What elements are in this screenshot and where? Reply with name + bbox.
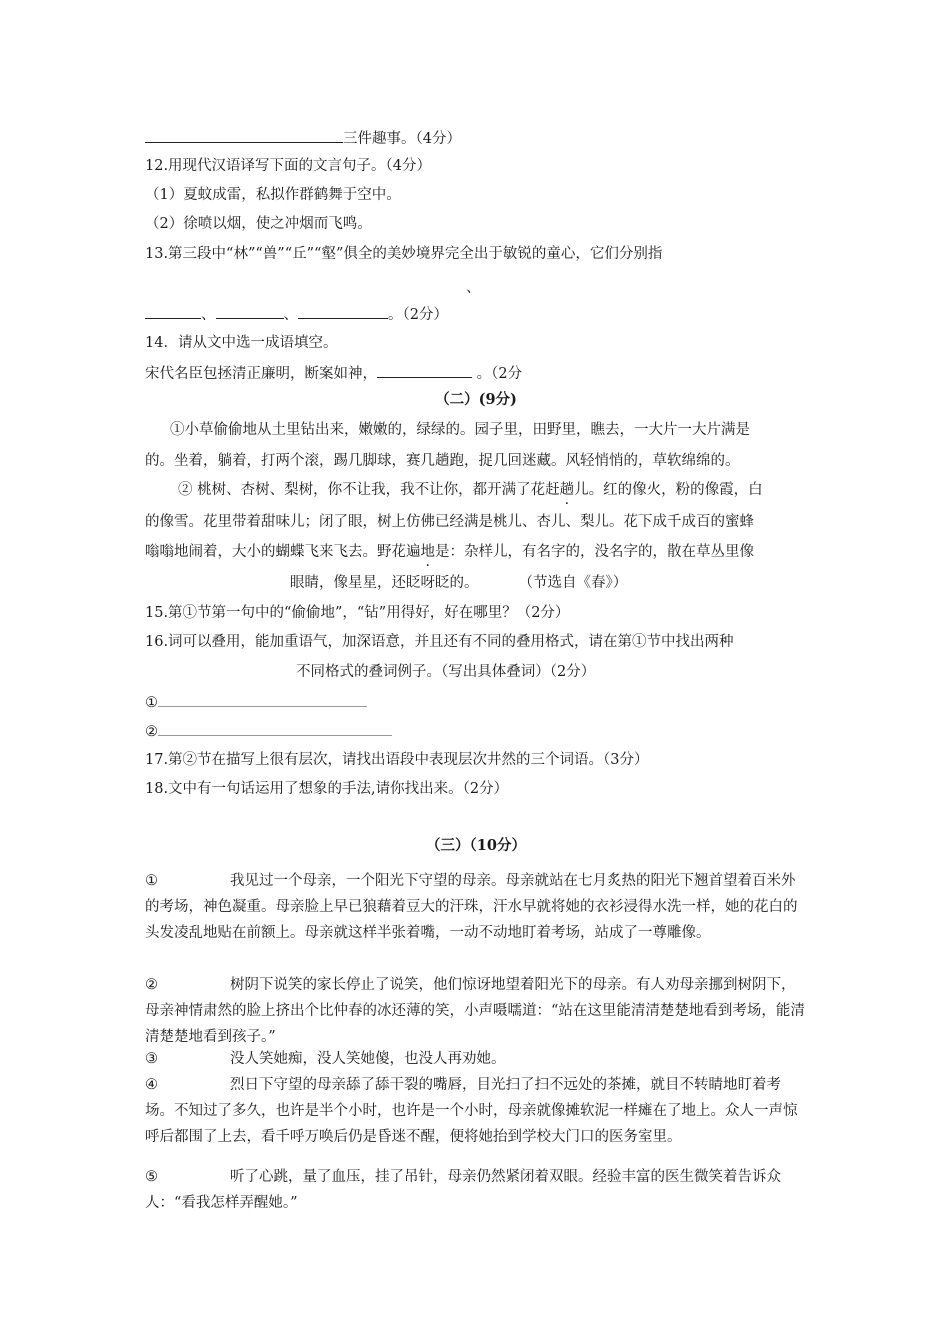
q16-line1: 16.词可以叠用，能加重语气，加深语意，并且还有不同的叠用格式，请在第①节中找出两种 [145,634,734,650]
passage-source: （节选自《春》） [518,575,628,591]
q14-fill-line [145,362,522,384]
para-text: 烈日下守望的母亲舔了舔干裂的嘴唇，目光扫了扫不远处的茶摊，就目不转睛地盯着考场。不知过了多久，也许是半个小时，也许是一个小时，母亲就像摊软泥一样瘫在了地上。众人一声惊呼后都围了上去，看千呼万唤后仍是昏迷不醒，便将她抬到学校大门口的医务室里。 [145,1077,798,1145]
para-number: ④ [145,1077,158,1093]
para-number: ② [145,977,158,993]
answer-blank[interactable] [377,362,472,378]
emphasized-char: 趟 [559,482,575,498]
q11-tail-text: 三件趣事。（4分） [343,131,461,147]
q16-answer-2 [145,720,392,742]
passage-2-p2-line3 [145,542,754,562]
passage-2-p2-line2: 的像雪。花里带着甜味儿；闭了眼，树上仿佛已经满是桃儿、杏儿、梨儿。花下成千成百的蜜蜂 [145,514,754,530]
p2-line1b: 儿。红的像火，粉的像霞，白 [574,482,763,498]
answer-blank-1[interactable] [145,303,201,319]
q12-title: 12.用现代汉语译写下面的文言句子。（4分） [145,158,432,174]
para-number: ① [145,873,158,889]
p2-line1a: ② 桃树、杏树、梨树，你不让我，我不让你，都开满了花赶 [178,482,560,498]
para-number: ③ [145,1051,158,1067]
answer-blank-2[interactable] [216,303,284,319]
passage-2-p1-line2: 的。坐着，躺着，打两个滚，踢几脚球，赛几趟跑，捉几回迷藏。风轻悄悄的，草软绵绵的。 [145,453,740,469]
section-2-heading: （二）(9分) [435,391,517,408]
q13-answer-line [145,303,448,325]
q13-separator: 、 [466,280,481,296]
para-number: ⑤ [145,1169,158,1185]
p2-line3a: 嗡嗡地闹着，大小的蝴蝶飞来飞去。野花遍 [145,544,421,560]
passage-2-p1-line1: ①小草偷偷地从土里钻出来，嫩嫩的，绿绿的。园子里，田野里，瞧去，一大片一大片满是 [170,422,750,438]
q15: 15.第①节第一句中的“偷偷地”，“钻”用得好，好在哪里？（2分） [145,605,570,621]
q14-tail: 。（2分 [476,366,523,382]
passage-3-para-5 [145,1164,807,1216]
passage-3-para-1 [145,868,807,946]
answer-1-label: ① [145,695,158,711]
passage-3-para-4 [145,1072,807,1150]
q18: 18.文中有一句话运用了想象的手法,请你找出来。（2分） [145,781,509,797]
section-3-heading: （三）（10分） [426,837,526,854]
q14-text: 宋代名臣包拯清正廉明，断案如神， [145,366,377,382]
q13-sep-2: 、 [283,307,298,323]
p2-line3b: 是：杂样儿，有名字的，没名字的，散在草丛里像 [435,544,754,560]
answer-blank[interactable] [145,127,343,143]
para-text: 听了心跳，量了血压，挂了吊针，母亲仍然紧闭着双眼。经验丰富的医生微笑着告诉众人：“看我怎样弄醒她。” [145,1169,781,1211]
passage-3-para-2 [145,972,807,1050]
p2-line4: 眼睛，像星星，还眨呀眨的。 [290,575,479,591]
para-text: 没人笑她痴，没人笑她傻，也没人再劝她。 [230,1051,506,1067]
q17: 17.第②节在描写上很有层次，请找出语段中表现层次井然的三个词语。（3分） [145,752,649,768]
q12-sentence-1: （1）夏蚊成雷，私拟作群鹤舞于空中。 [145,187,401,203]
q11-answer-line [145,127,461,149]
q13-title: 13.第三段中“林”“兽”“丘”“壑”俱全的美妙境界完全出于敏锐的童心，它们分别指 [145,246,663,262]
q13-sep-1: 、 [201,307,216,323]
passage-3-para-3 [145,1046,807,1072]
para-text: 树阴下说笑的家长停止了说笑，他们惊讶地望着阳光下的母亲。有人劝母亲挪到树阴下，母亲神情肃然的脸上挤出个比仲春的冰还薄的笑，小声嗫嚅道：“站在这里能清清楚楚地看到考场，能清清楚楚地看到孩子。” [145,977,805,1045]
q12-sentence-2: （2）徐喷以烟，使之冲烟而飞鸣。 [145,216,372,232]
answer-blank-3[interactable] [298,303,388,319]
emphasized-char: 地 [420,544,435,560]
answer-blank-2[interactable] [158,720,392,736]
q13-tail: 。（2分） [388,307,448,323]
answer-blank-1[interactable] [158,691,367,707]
para-text: 我见过一个母亲，一个阳光下守望的母亲。母亲就站在七月炙热的阳光下翘首望着百米外的考场，神色凝重。母亲脸上早已狼藉着豆大的汗珠，汗水早就将她的衣衫浸得水洗一样，她的花白的头发凌乱地贴在前额上。母亲就这样半张着嘴，一动不动地盯着考场，站成了一尊雕像。 [145,873,798,941]
passage-2-p2-line4 [290,573,627,593]
q16-answer-1 [145,691,367,713]
q16-line2: 不同格式的叠词例子。（写出具体叠词）（2分） [296,664,596,680]
passage-2-p2-line1 [178,480,763,500]
q14-title: 14．请从文中选一成语填空。 [145,335,338,351]
answer-2-label: ② [145,724,158,740]
